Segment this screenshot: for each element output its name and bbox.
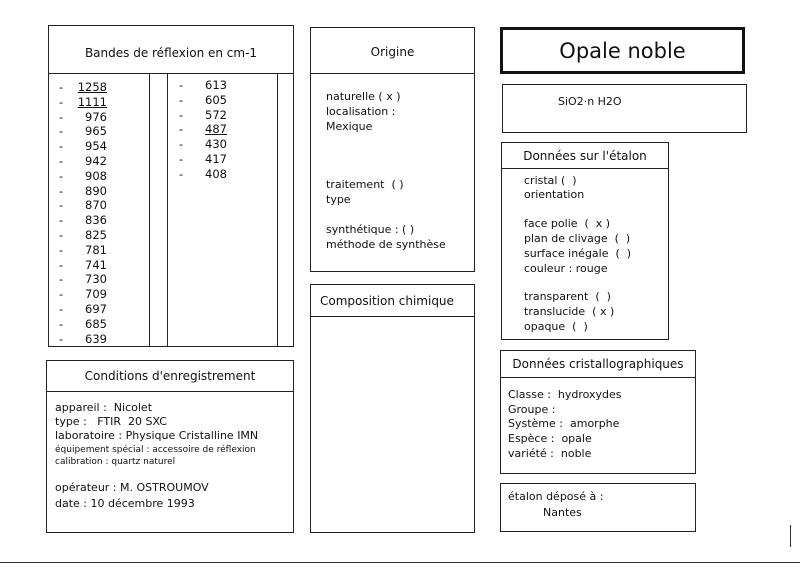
band-dash: -	[179, 137, 184, 152]
cristallo-title: Données cristallographiques	[501, 351, 695, 378]
cristallo-groupe: Groupe :	[508, 403, 556, 416]
origine-mexique: Mexique	[326, 120, 373, 133]
band-dash: -	[59, 80, 64, 94]
band-dash: -	[59, 287, 64, 302]
band-value: 954	[85, 139, 107, 154]
band-value: 639	[85, 331, 107, 346]
origine-methode: méthode de synthèse	[326, 238, 446, 251]
band-dash: -	[59, 139, 64, 154]
conditions-equipement: équipement spécial : accessoire de réflexion	[55, 445, 256, 455]
band-row	[179, 167, 227, 182]
band-value: 741	[85, 257, 107, 272]
origine-naturelle: naturelle ( x )	[326, 90, 401, 103]
band-value: 836	[85, 213, 107, 228]
band-row	[59, 124, 107, 139]
band-row	[59, 243, 107, 258]
etalon-clivage: plan de clivage ( )	[524, 232, 631, 245]
band-dash: -	[59, 183, 64, 198]
band-value: 685	[85, 316, 107, 331]
band-dash: -	[59, 301, 64, 316]
origine-type: type	[326, 193, 351, 206]
bands-divider-2	[167, 74, 168, 346]
bands-panel	[48, 25, 294, 347]
bands-title: Bandes de réflexion en cm-1	[49, 26, 293, 74]
band-row	[59, 139, 107, 154]
band-dash: -	[59, 198, 64, 213]
page-bottom-rule	[0, 562, 800, 563]
band-row	[59, 198, 107, 213]
band-value: 1111	[77, 94, 107, 109]
composition-panel	[310, 284, 475, 533]
band-dash: -	[59, 213, 64, 228]
band-row	[59, 302, 107, 317]
etalon-surface: surface inégale ( )	[524, 247, 632, 260]
bands-divider-1	[149, 74, 150, 346]
etalon-face: face polie ( x )	[524, 217, 611, 230]
band-row	[59, 332, 107, 347]
band-dash: -	[59, 109, 64, 124]
band-value: 976	[85, 109, 107, 124]
band-dash: -	[179, 122, 184, 137]
conditions-panel	[46, 360, 294, 533]
origine-localisation: localisation :	[326, 105, 396, 118]
band-row	[59, 213, 107, 228]
bands-column-2	[179, 78, 227, 182]
bands-divider-3	[277, 74, 278, 346]
bands-column-1	[59, 80, 107, 346]
band-row	[179, 152, 227, 167]
band-value: 825	[85, 227, 107, 242]
band-row	[59, 80, 107, 95]
conditions-calibration: calibration : quartz naturel	[55, 457, 176, 467]
band-row	[179, 137, 227, 152]
conditions-title: Conditions d'enregistrement	[47, 361, 293, 392]
band-row	[59, 169, 107, 184]
band-dash: -	[59, 124, 64, 139]
band-value: 709	[85, 287, 107, 302]
etalon-couleur: couleur : rouge	[524, 262, 608, 275]
band-dash: -	[59, 94, 64, 109]
band-dash: -	[179, 166, 184, 181]
band-dash: -	[59, 242, 64, 257]
band-dash: -	[179, 151, 184, 166]
band-row	[179, 122, 227, 137]
mineral-formula: SiO2·n H2O	[558, 95, 622, 108]
band-row	[59, 228, 107, 243]
conditions-laboratoire: laboratoire : Physique Cristalline IMN	[55, 429, 259, 442]
mineral-title-box	[500, 27, 745, 74]
etalon-transparent: transparent ( )	[524, 290, 611, 303]
band-value: 430	[205, 137, 227, 152]
band-dash: -	[59, 153, 64, 168]
band-value: 942	[85, 153, 107, 168]
origine-synthetique: synthétique : ( )	[326, 223, 415, 236]
band-row	[59, 258, 107, 273]
band-row	[59, 317, 107, 332]
band-row	[59, 184, 107, 199]
conditions-operateur: opérateur : M. OSTROUMOV	[55, 481, 209, 494]
band-dash: -	[59, 316, 64, 331]
band-value: 870	[85, 198, 107, 213]
band-dash: -	[59, 168, 64, 183]
band-row	[59, 287, 107, 302]
band-dash: -	[179, 78, 184, 92]
etalon-translucide: translucide ( x )	[524, 305, 615, 318]
band-dash: -	[59, 331, 64, 346]
cristallo-classe: Classe : hydroxydes	[508, 388, 622, 401]
etalon-title: Données sur l'étalon	[502, 143, 668, 169]
band-row	[179, 78, 227, 93]
formula-box	[502, 84, 747, 133]
mineral-name: Opale noble	[559, 39, 686, 63]
band-dash: -	[179, 107, 184, 122]
band-value: 730	[85, 272, 107, 287]
band-value: 781	[85, 242, 107, 257]
conditions-type: type : FTIR 20 SXC	[55, 415, 167, 428]
cristallo-variete: variété : noble	[508, 447, 592, 460]
band-row	[179, 93, 227, 108]
band-row	[59, 272, 107, 287]
band-value: 908	[85, 168, 107, 183]
depot-place: Nantes	[543, 506, 582, 519]
band-dash: -	[179, 92, 184, 107]
depot-panel	[500, 483, 696, 532]
etalon-cristal: cristal ( )	[524, 174, 577, 187]
cristallo-panel	[500, 350, 696, 474]
band-dash: -	[59, 257, 64, 272]
band-row	[59, 110, 107, 125]
etalon-panel	[501, 142, 669, 340]
cristallo-systeme: Système : amorphe	[508, 417, 620, 430]
band-dash: -	[59, 272, 64, 287]
band-row	[59, 95, 107, 110]
band-dash: -	[59, 227, 64, 242]
band-value: 890	[85, 183, 107, 198]
conditions-date: date : 10 décembre 1993	[55, 497, 195, 510]
band-value: 417	[205, 151, 227, 166]
depot-label: étalon déposé à :	[508, 490, 604, 503]
band-value: 572	[205, 107, 227, 122]
conditions-appareil: appareil : Nicolet	[55, 401, 153, 414]
origine-traitement: traitement ( )	[326, 178, 404, 191]
etalon-orientation: orientation	[524, 188, 585, 201]
band-value: 605	[205, 92, 227, 107]
cristallo-espece: Espèce : opale	[508, 432, 592, 445]
composition-title: Composition chimique	[311, 285, 474, 317]
band-value: 965	[85, 124, 107, 139]
origine-panel	[310, 27, 475, 272]
page-edge-mark	[790, 525, 791, 547]
band-row	[179, 108, 227, 123]
band-value: 487	[205, 122, 227, 137]
etalon-opaque: opaque ( )	[524, 320, 588, 333]
band-value: 697	[85, 301, 107, 316]
origine-title: Origine	[311, 28, 474, 74]
band-value: 613	[205, 78, 227, 92]
band-row	[59, 154, 107, 169]
band-value: 1258	[77, 80, 107, 94]
band-value: 408	[205, 166, 227, 181]
